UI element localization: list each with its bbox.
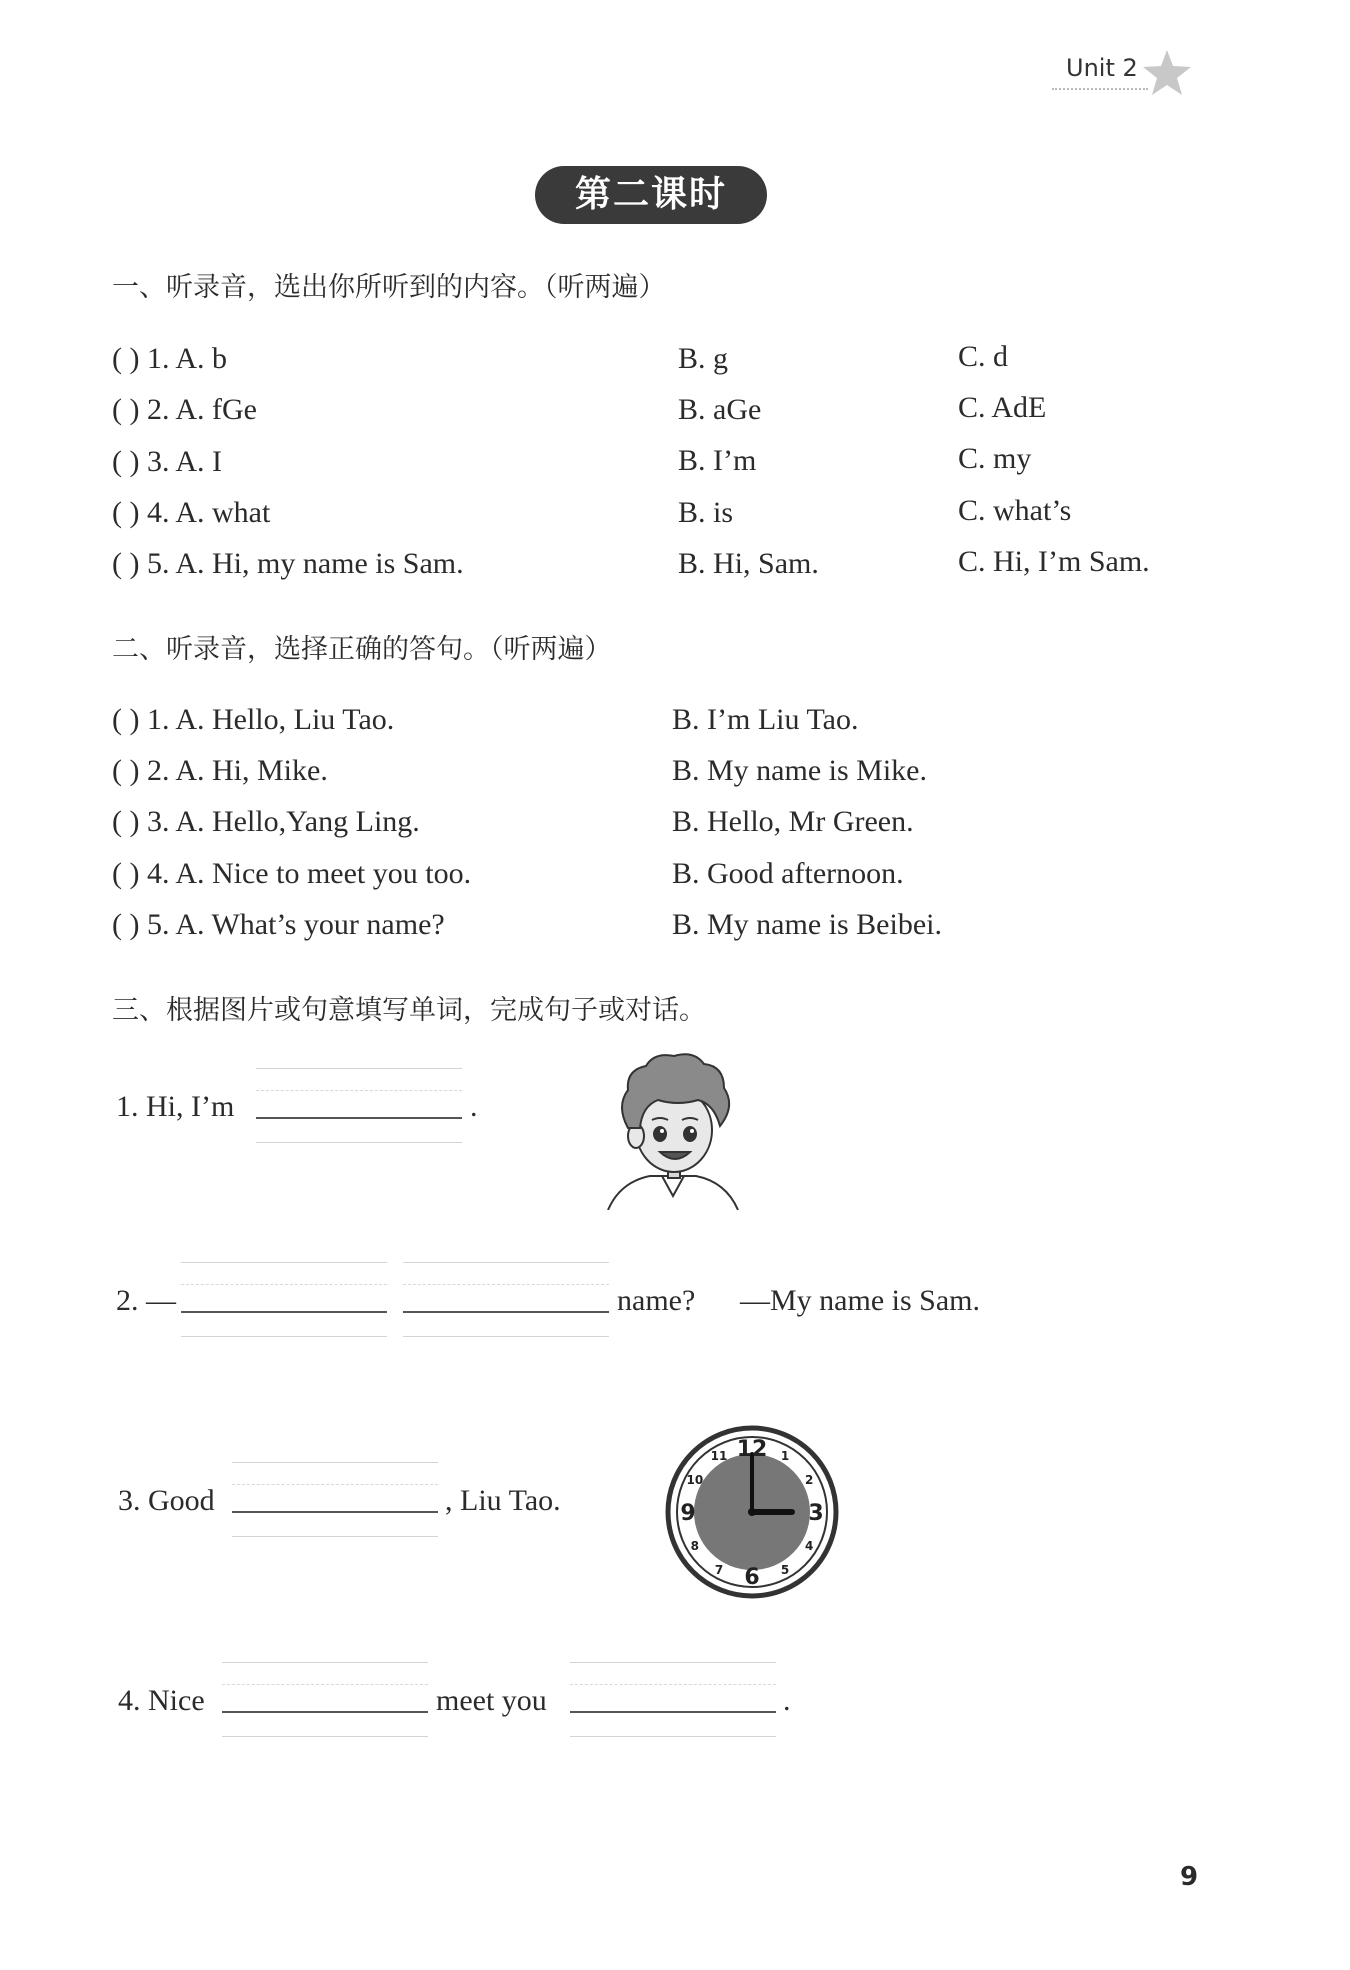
clock-number: 1 bbox=[780, 1448, 790, 1463]
s1-q2-option-c: C. AdE bbox=[958, 391, 1047, 424]
s3-q4-middle: meet you bbox=[436, 1684, 547, 1717]
s1-q3-option-c: C. my bbox=[958, 442, 1032, 475]
clock-number: 11 bbox=[710, 1448, 728, 1463]
s2-q3-prefix: ( ) 3. A. Hello,Yang Ling. bbox=[112, 805, 420, 838]
clock-number: 2 bbox=[804, 1473, 814, 1487]
s1-q4-option-c: C. what’s bbox=[958, 494, 1072, 527]
section1-title: 一、听录音，选出你所听到的内容。（听两遍） bbox=[112, 272, 666, 303]
s2-q5-prefix: ( ) 5. A. What’s your name? bbox=[112, 908, 445, 941]
clock-number: 12 bbox=[736, 1437, 768, 1462]
boy-picture bbox=[598, 1048, 748, 1210]
s3-q1-before: 1. Hi, I’m bbox=[116, 1090, 235, 1123]
s2-q1-prefix: ( ) 1. A. Hello, Liu Tao. bbox=[112, 703, 395, 736]
s2-q1-option-b: B. I’m Liu Tao. bbox=[672, 703, 859, 736]
page-number: 9 bbox=[1180, 1862, 1199, 1892]
s3-q3-answer-blank[interactable] bbox=[232, 1458, 438, 1538]
section2-title: 二、听录音，选择正确的答句。（听两遍） bbox=[112, 634, 612, 665]
s1-q1-option-c: C. d bbox=[958, 340, 1009, 373]
s3-q3-before: 3. Good bbox=[118, 1484, 215, 1517]
s1-q5-option-c: C. Hi, I’m Sam. bbox=[958, 545, 1150, 578]
s3-q4-answer-blank-2[interactable] bbox=[570, 1658, 776, 1738]
clock-number: 9 bbox=[680, 1501, 696, 1526]
s3-q1-after: . bbox=[470, 1090, 478, 1123]
clock-number: 5 bbox=[780, 1563, 790, 1578]
s1-q2-option-b: B. aGe bbox=[678, 393, 762, 426]
section3-title: 三、根据图片或句意填写单词，完成句子或对话。 bbox=[112, 995, 706, 1026]
clock-number: 10 bbox=[686, 1473, 704, 1487]
s2-q2-prefix: ( ) 2. A. Hi, Mike. bbox=[112, 754, 328, 787]
star-icon bbox=[1140, 48, 1194, 98]
clock-number: 7 bbox=[714, 1563, 724, 1578]
s1-q2-prefix: ( ) 2. A. fGe bbox=[112, 393, 257, 426]
clock-number: 6 bbox=[744, 1565, 760, 1590]
s2-q5-option-b: B. My name is Beibei. bbox=[672, 908, 942, 941]
clock-number: 8 bbox=[690, 1539, 700, 1553]
s1-q4-option-b: B. is bbox=[678, 496, 734, 529]
s3-q2-answer-blank-1[interactable] bbox=[181, 1258, 387, 1338]
s1-q1-prefix: ( ) 1. A. b bbox=[112, 342, 227, 375]
s3-q1-answer-blank[interactable] bbox=[256, 1064, 462, 1144]
s2-q4-option-b: B. Good afternoon. bbox=[672, 857, 904, 890]
s1-q4-prefix: ( ) 4. A. what bbox=[112, 496, 271, 529]
s3-q2-answer-blank-2[interactable] bbox=[403, 1258, 609, 1338]
header-divider bbox=[1052, 88, 1148, 90]
s2-q3-option-b: B. Hello, Mr Green. bbox=[672, 805, 914, 838]
s3-q2-after: —My name is Sam. bbox=[740, 1284, 980, 1317]
s1-q5-option-b: B. Hi, Sam. bbox=[678, 547, 819, 580]
clock-number: 4 bbox=[804, 1539, 814, 1553]
s3-q4-before: 4. Nice bbox=[118, 1684, 205, 1717]
s3-q3-after: , Liu Tao. bbox=[445, 1484, 561, 1517]
clock-number: 3 bbox=[808, 1501, 824, 1526]
s3-q2-before: 2. — bbox=[116, 1284, 176, 1317]
s2-q2-option-b: B. My name is Mike. bbox=[672, 754, 927, 787]
s3-q2-middle: name? bbox=[617, 1284, 696, 1317]
unit-label: Unit 2 bbox=[1066, 54, 1138, 82]
clock-picture bbox=[664, 1424, 840, 1600]
s3-q4-after: . bbox=[783, 1684, 791, 1717]
s1-q3-prefix: ( ) 3. A. I bbox=[112, 445, 222, 478]
s3-q4-answer-blank-1[interactable] bbox=[222, 1658, 428, 1738]
s1-q5-prefix: ( ) 5. A. Hi, my name is Sam. bbox=[112, 547, 464, 580]
s2-q4-prefix: ( ) 4. A. Nice to meet you too. bbox=[112, 857, 472, 890]
s1-q3-option-b: B. I’m bbox=[678, 444, 757, 477]
s1-q1-option-b: B. g bbox=[678, 342, 729, 375]
lesson-title: 第二课时 bbox=[535, 166, 767, 224]
